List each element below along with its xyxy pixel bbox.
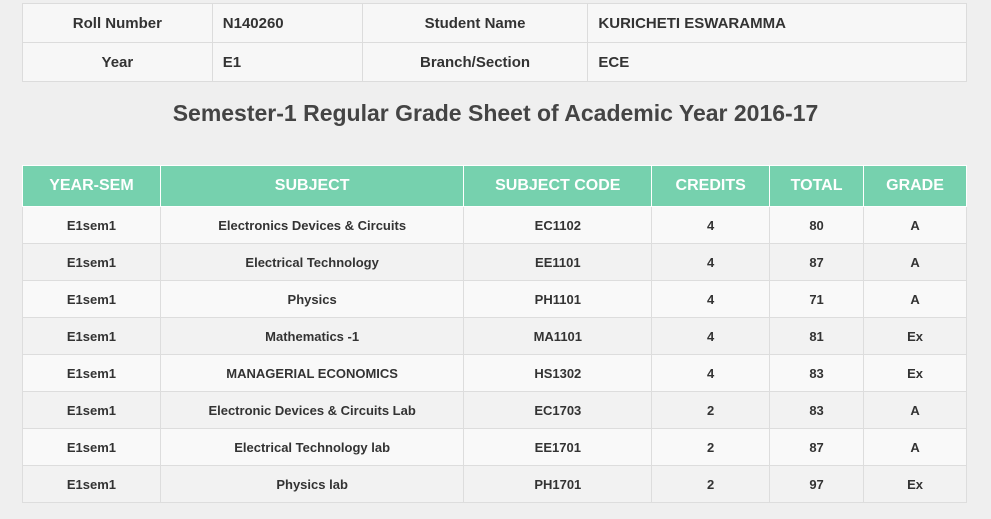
student-info-table (22, 3, 967, 82)
subject-code-cell: PH1101 (464, 281, 652, 318)
subject-cell: Electronics Devices & Circuits (160, 207, 464, 244)
year-sem-cell: E1sem1 (23, 392, 161, 429)
year-sem-cell: E1sem1 (23, 466, 161, 503)
column-header-total: TOTAL (770, 166, 864, 207)
subject-code-cell: EE1101 (464, 244, 652, 281)
student-name-label: Student Name (362, 4, 588, 43)
column-header-grade: GRADE (864, 166, 967, 207)
grade-cell: A (864, 429, 967, 466)
year-sem-cell: E1sem1 (23, 207, 161, 244)
grade-cell: A (864, 392, 967, 429)
total-cell: 83 (770, 392, 864, 429)
year-sem-cell: E1sem1 (23, 429, 161, 466)
subject-code-cell: PH1701 (464, 466, 652, 503)
table-row (23, 281, 967, 318)
student-info-row (23, 43, 967, 82)
grade-cell: A (864, 281, 967, 318)
credits-cell: 4 (652, 207, 770, 244)
subject-cell: MANAGERIAL ECONOMICS (160, 355, 464, 392)
year-label: Year (23, 43, 213, 82)
credits-cell: 4 (652, 244, 770, 281)
credits-cell: 2 (652, 392, 770, 429)
column-header-subject-code: SUBJECT CODE (464, 166, 652, 207)
year-sem-cell: E1sem1 (23, 318, 161, 355)
grade-cell: A (864, 244, 967, 281)
grade-cell: Ex (864, 318, 967, 355)
total-cell: 71 (770, 281, 864, 318)
total-cell: 97 (770, 466, 864, 503)
credits-cell: 4 (652, 281, 770, 318)
total-cell: 87 (770, 429, 864, 466)
grade-table-header-row (23, 166, 967, 207)
subject-cell: Electronic Devices & Circuits Lab (160, 392, 464, 429)
table-row (23, 207, 967, 244)
total-cell: 81 (770, 318, 864, 355)
grade-sheet-title: Semester-1 Regular Grade Sheet of Academic Year 2016-17 (172, 100, 819, 126)
total-cell: 87 (770, 244, 864, 281)
student-name-value: KURICHETI ESWARAMMA (588, 4, 967, 43)
credits-cell: 2 (652, 429, 770, 466)
grade-cell: Ex (864, 355, 967, 392)
subject-cell: Electrical Technology lab (160, 429, 464, 466)
branch-section-value: ECE (588, 43, 967, 82)
table-row (23, 429, 967, 466)
grade-cell: Ex (864, 466, 967, 503)
student-info-row (23, 4, 967, 43)
table-row (23, 318, 967, 355)
column-header-subject: SUBJECT (160, 166, 464, 207)
subject-code-cell: HS1302 (464, 355, 652, 392)
subject-code-cell: EC1102 (464, 207, 652, 244)
year-sem-cell: E1sem1 (23, 281, 161, 318)
table-row (23, 244, 967, 281)
credits-cell: 2 (652, 466, 770, 503)
table-row (23, 466, 967, 503)
subject-cell: Electrical Technology (160, 244, 464, 281)
column-header-credits: CREDITS (652, 166, 770, 207)
subject-code-cell: MA1101 (464, 318, 652, 355)
subject-cell: Physics (160, 281, 464, 318)
roll-number-label: Roll Number (23, 4, 213, 43)
roll-number-value: N140260 (212, 4, 362, 43)
total-cell: 83 (770, 355, 864, 392)
table-row (23, 392, 967, 429)
column-header-year-sem: YEAR-SEM (23, 166, 161, 207)
credits-cell: 4 (652, 355, 770, 392)
branch-section-label: Branch/Section (362, 43, 588, 82)
total-cell: 80 (770, 207, 864, 244)
subject-code-cell: EE1701 (464, 429, 652, 466)
subject-cell: Physics lab (160, 466, 464, 503)
table-row (23, 355, 967, 392)
credits-cell: 4 (652, 318, 770, 355)
grade-table (22, 165, 967, 503)
year-sem-cell: E1sem1 (23, 244, 161, 281)
subject-cell: Mathematics -1 (160, 318, 464, 355)
year-sem-cell: E1sem1 (23, 355, 161, 392)
subject-code-cell: EC1703 (464, 392, 652, 429)
year-value: E1 (212, 43, 362, 82)
grade-cell: A (864, 207, 967, 244)
